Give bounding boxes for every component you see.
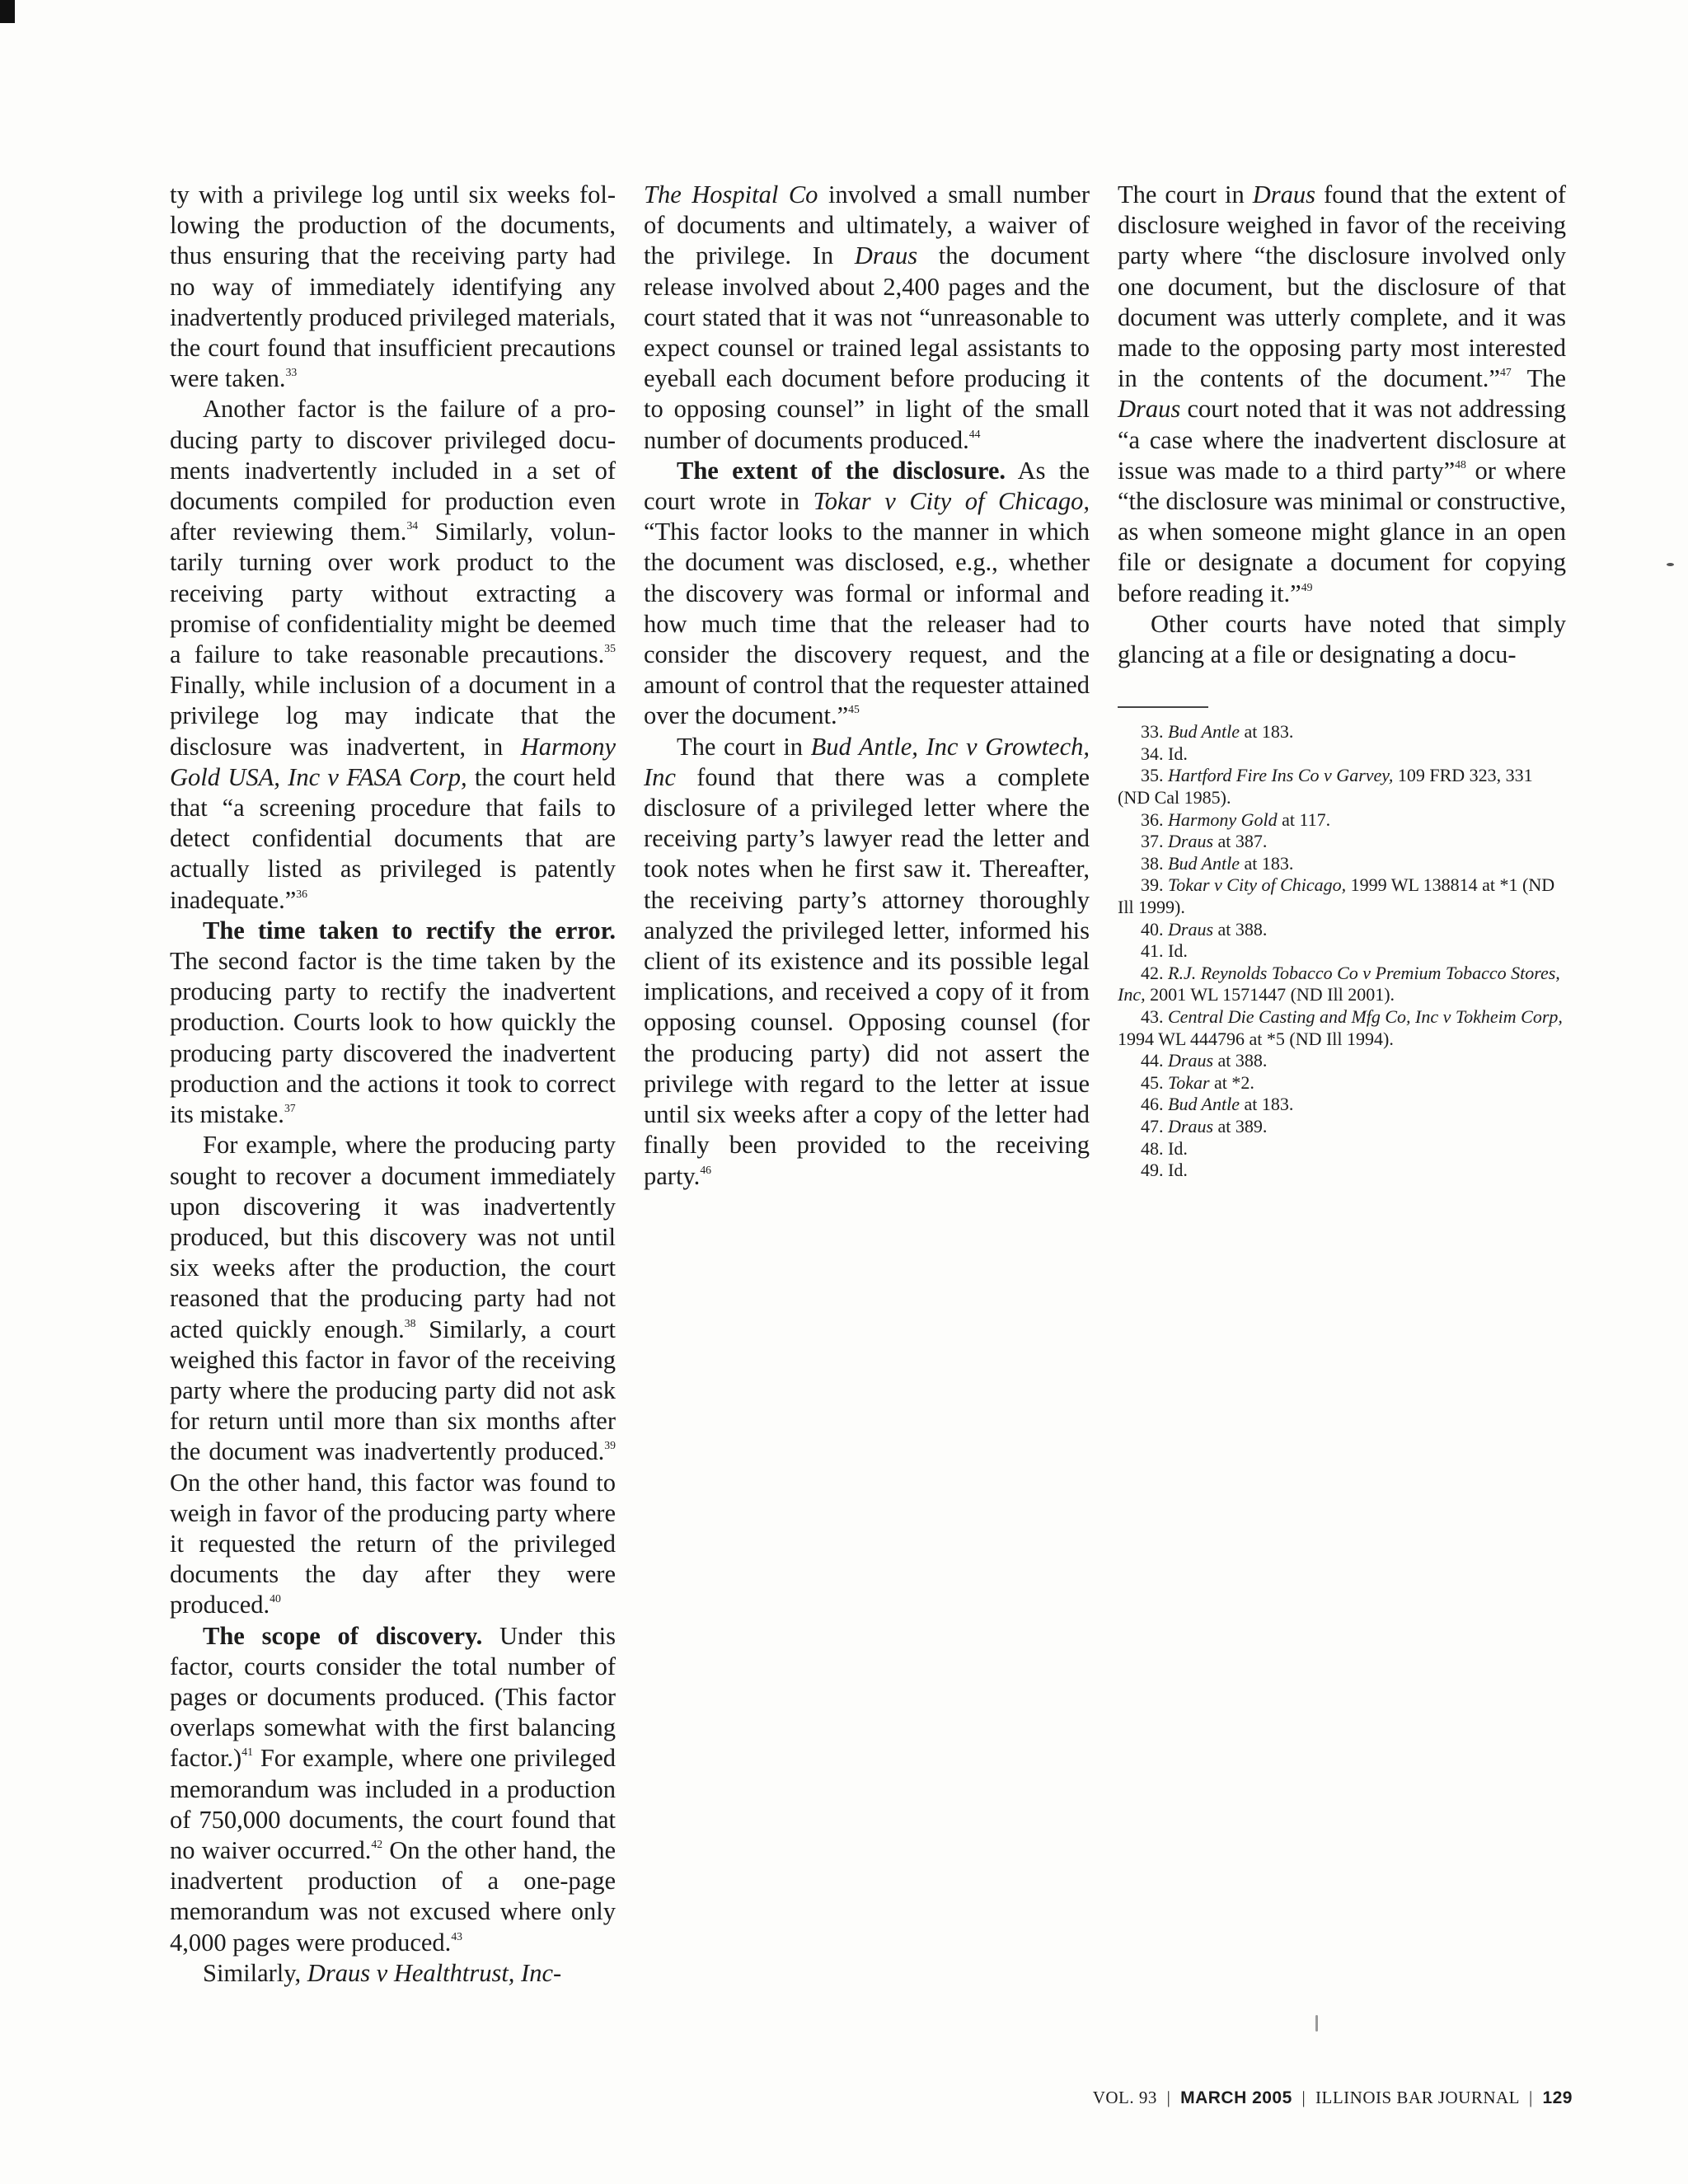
text-run: Another factor is the failure of a producing party to discover privileged documents inadvertently included in a set of documents compiled for production even after reviewing them.	[170, 395, 616, 546]
footnote-entry	[1118, 963, 1566, 1006]
text-run: at 183.	[1239, 721, 1294, 743]
body-paragraph	[170, 916, 616, 1130]
text-run: The court in	[1118, 180, 1253, 209]
body-paragraph	[644, 732, 1090, 1192]
footnote-ref: 37	[284, 1102, 296, 1115]
section-heading: The extent of the disclosure.	[677, 456, 1006, 485]
case-citation: The Hospital Co	[644, 180, 818, 209]
case-citation: Tokar v City of Chicago,	[1168, 874, 1347, 896]
body-paragraph	[170, 1958, 616, 1989]
footer-separator: |	[1166, 2088, 1171, 2107]
text-run: On the other hand, this factor was found to weigh in favor of the producing party where it requested the return of the privileged documents the day after they were produced.	[170, 1468, 616, 1619]
case-citation: Draus	[854, 241, 918, 270]
case-citation: Draus	[1252, 180, 1316, 209]
text-run: 45.	[1141, 1071, 1168, 1093]
scan-speck	[1667, 563, 1674, 566]
footnote-ref: 41	[241, 1746, 253, 1759]
text-run: 36.	[1141, 808, 1168, 830]
footnote-entry	[1118, 1094, 1566, 1116]
text-run: at 388.	[1213, 1050, 1268, 1071]
footnote-ref: 39	[604, 1439, 616, 1452]
text-run: 39.	[1141, 874, 1168, 896]
text-run: Similarly, voluntarily turning over work product to the receiving party without extracting a promise of confidentiality might be deemed a failure to take reasonable precautions.	[170, 518, 616, 669]
text-run: at 117.	[1277, 808, 1331, 830]
text-run: 35.	[1141, 765, 1168, 786]
case-citation: Draus v Healthtrust, Inc-	[307, 1958, 562, 1987]
footnote-ref: 40	[270, 1592, 281, 1605]
text-run: Finally, while inclusion of a document in a privilege log may indicate that the disclosure was inadvertent, in	[170, 671, 616, 761]
text-run: 47.	[1141, 1115, 1168, 1137]
text-run: Under this factor, courts consider the total number of pages or documents produced. (This factor overlaps somewhat with the first balancing factor.)	[170, 1621, 616, 1773]
text-run: the document release involved about 2,400 pages and the court stated that it was not “unreasonable to expect counsel or trained legal assistants to eyeball each document before producing it to opposing counsel” in light of the small number of documents produced.	[644, 241, 1090, 454]
case-citation: Draus	[1168, 1050, 1214, 1071]
case-citation: Draus	[1168, 1115, 1214, 1137]
footnote-divider	[1118, 706, 1208, 708]
body-paragraph	[170, 394, 616, 915]
text-column-1	[170, 180, 616, 1989]
case-citation: Draus	[1168, 831, 1214, 852]
text-run: involved a small number of documents and ultimately, a waiver of the privilege. In	[644, 180, 1090, 270]
footnote-entry	[1118, 721, 1566, 743]
footer-issue-date: MARCH 2005	[1180, 2088, 1292, 2107]
text-run: On the other hand, the inadvertent production of a one-page memorandum was not excused where only 4,000 pages were produced.	[170, 1835, 616, 1957]
text-run: court noted that it was not addressing “a case where the inadvertent disclosure at issue was made to a third party”	[1118, 395, 1566, 485]
footer-page-number: 129	[1542, 2088, 1573, 2107]
text-run: For example, where the producing party sought to recover a document immediately upon discovering it was inadvertently produced, but this discovery was not until six weeks after the production, the court reasoned that the producing party had not acted quickly enough.	[170, 1131, 616, 1343]
footnote-entry	[1118, 743, 1566, 766]
text-run: at 183.	[1239, 852, 1294, 874]
text-run: Similarly,	[203, 1958, 307, 1987]
text-run: found that there was a complete disclosure of a privileged letter where the receiving party’s lawyer read the letter and took notes when he first saw it. Thereafter, the receiving party’s attorney thoroughly analyzed the privileged letter, informed his client of its existence and its possible legal implications, and received a copy of it from opposing counsel. Opposing counsel (for the producing party) did not assert the privilege with regard to the letter at issue until six weeks after a copy of the letter had finally been provided to the receiving party.	[644, 762, 1090, 1190]
case-citation: Tokar v City of Chicago,	[813, 487, 1090, 516]
text-run: at 389.	[1213, 1115, 1268, 1137]
text-run: 42.	[1141, 962, 1168, 983]
case-citation: Draus	[1118, 395, 1181, 424]
body-paragraph	[170, 1621, 616, 1958]
text-column-2	[644, 180, 1090, 1192]
case-citation: Harmony Gold USA, Inc v FASA Corp,	[170, 732, 616, 791]
text-run: 109 FRD 323, 331 (ND Cal 1985).	[1118, 765, 1533, 808]
text-run: 49. Id.	[1141, 1160, 1188, 1181]
section-heading: The scope of discovery.	[203, 1621, 483, 1650]
footnote-entry	[1118, 853, 1566, 875]
text-run: 40.	[1141, 918, 1168, 940]
text-run: Similarly, a court weighed this factor in favor of the receiving party where the producing party did not ask for return until more than six months after the document was inadvertently produced.	[170, 1315, 616, 1466]
footer-separator: |	[1301, 2088, 1306, 2107]
footnotes-list	[1118, 721, 1566, 1181]
text-run: at *2.	[1209, 1071, 1254, 1093]
footnote-entry	[1118, 1006, 1566, 1050]
text-run: 33.	[1141, 721, 1168, 743]
footnote-ref: 46	[700, 1163, 712, 1176]
case-citation: Bud Antle, Inc v Growtech, Inc	[644, 732, 1090, 791]
text-run: 34. Id.	[1141, 743, 1188, 764]
text-run: For example, where one privileged memorandum was included in a production of 750,000 documents, the court found that no waiver occurred.	[170, 1744, 616, 1864]
text-run: at 388.	[1213, 918, 1268, 940]
footnote-ref: 47	[1499, 366, 1512, 379]
footnote-entry	[1118, 765, 1566, 808]
footnote-ref: 42	[371, 1837, 383, 1850]
text-run: 46.	[1141, 1094, 1168, 1115]
case-citation: Draus	[1168, 918, 1214, 940]
text-run: “This factor looks to the manner in which the document was disclosed, e.g., whether the discovery was formal or informal and how much time that the releaser had to consider the discovery request, and the amount of control that the requester attained over the document.”	[644, 518, 1090, 730]
text-run: 44.	[1141, 1050, 1168, 1071]
scan-speck	[1315, 2015, 1318, 2032]
footnote-ref: 43	[451, 1929, 463, 1943]
footnote-entry	[1118, 874, 1566, 918]
footnote-entry	[1118, 1050, 1566, 1072]
footnote-entry	[1118, 831, 1566, 853]
text-run: 1994 WL 444796 at *5 (ND Ill 1994).	[1118, 1028, 1394, 1049]
body-paragraph	[644, 180, 1090, 456]
footnote-ref: 34	[406, 519, 419, 532]
body-paragraph	[1118, 180, 1566, 609]
body-paragraph	[1118, 609, 1566, 670]
case-citation: Hartford Fire Ins Co v Garvey,	[1168, 765, 1394, 786]
text-run: or where “the disclosure was minimal or constructive, as when someone might glance in an open file or designate a document for copying before reading it.”	[1118, 456, 1566, 607]
footnote-ref: 48	[1455, 457, 1466, 471]
footer-publication: ILLINOIS BAR JOURNAL	[1315, 2088, 1520, 2107]
case-citation: Bud Antle	[1168, 852, 1240, 874]
case-citation: Bud Antle	[1168, 1094, 1240, 1115]
text-run: 38.	[1141, 852, 1168, 874]
text-run: found that the extent of disclosure weighed in favor of the receiving party where “the disclosure involved only one document, but the disclosure of that document was utterly complete, and it was made to the opposing party most interested in the contents of the document.”	[1118, 180, 1566, 393]
footnote-ref: 38	[404, 1316, 416, 1329]
text-run: at 183.	[1239, 1094, 1294, 1115]
scan-corner-mark	[0, 0, 15, 23]
footnote-entry	[1118, 1160, 1566, 1182]
text-run: 43.	[1141, 1005, 1168, 1027]
case-citation: Bud Antle	[1168, 721, 1240, 743]
case-citation: Central Die Casting and Mfg Co, Inc v Tokheim Corp,	[1168, 1005, 1563, 1027]
text-run: 2001 WL 1571447 (ND Ill 2001).	[1145, 984, 1395, 1005]
text-column-3	[1118, 180, 1566, 1182]
footnote-ref: 36	[296, 887, 307, 900]
text-run: The second factor is the time taken by the producing party to rectify the inadvertent production. Courts look to how quickly the producing party discovered the inadvertent production and the actions it took to correct its mistake.	[170, 947, 616, 1129]
section-heading: The time taken to rectify the error.	[203, 916, 616, 944]
footnote-entry	[1118, 809, 1566, 832]
body-paragraph	[170, 180, 616, 394]
footnote-entry	[1118, 940, 1566, 963]
text-run: 48. Id.	[1141, 1137, 1188, 1159]
text-run: the court held that “a screening procedure that fails to detect confidential documents that are actually listed as privileged is patently inadequate.”	[170, 762, 616, 914]
footnote-entry	[1118, 1116, 1566, 1138]
body-paragraph	[644, 456, 1090, 732]
column-3-body	[1118, 180, 1566, 670]
footnote-ref: 33	[285, 366, 298, 379]
case-citation: Harmony Gold	[1168, 808, 1278, 830]
footnote-ref: 35	[604, 642, 616, 655]
footnote-entry	[1118, 919, 1566, 941]
case-citation: Tokar	[1168, 1071, 1210, 1093]
footnote-ref: 49	[1301, 580, 1313, 593]
body-paragraph	[170, 1130, 616, 1620]
footnote-entry	[1118, 1072, 1566, 1094]
footer-separator: |	[1528, 2088, 1533, 2107]
text-run: The court in	[677, 732, 811, 761]
text-run: 37.	[1141, 831, 1168, 852]
text-run: ty with a privilege log until six weeks following the production of the documents, thus ensuring that the receiving party had no way of immediately identifying any inadvertently produced privileged materials, the court found that insufficient precautions were taken.	[170, 180, 616, 393]
case-citation: R.J. Reynolds Tobacco Co v Premium Tobacco Stores, Inc,	[1118, 962, 1560, 1005]
footnote-entry	[1118, 1138, 1566, 1160]
text-run: 1999 WL 138814 at *1 (ND Ill 1999).	[1118, 874, 1555, 917]
footnote-ref: 45	[848, 703, 860, 716]
footnote-ref: 44	[968, 427, 981, 440]
text-run: Other courts have noted that simply glancing at a file or designating a docu-	[1118, 609, 1566, 669]
text-run: The	[1511, 364, 1566, 393]
page-footer	[1093, 2088, 1573, 2108]
footer-volume: VOL. 93	[1092, 2088, 1157, 2107]
text-run: 41. Id.	[1141, 940, 1188, 962]
text-run: at 387.	[1213, 831, 1268, 852]
text-run: As the court wrote in	[644, 456, 1090, 516]
